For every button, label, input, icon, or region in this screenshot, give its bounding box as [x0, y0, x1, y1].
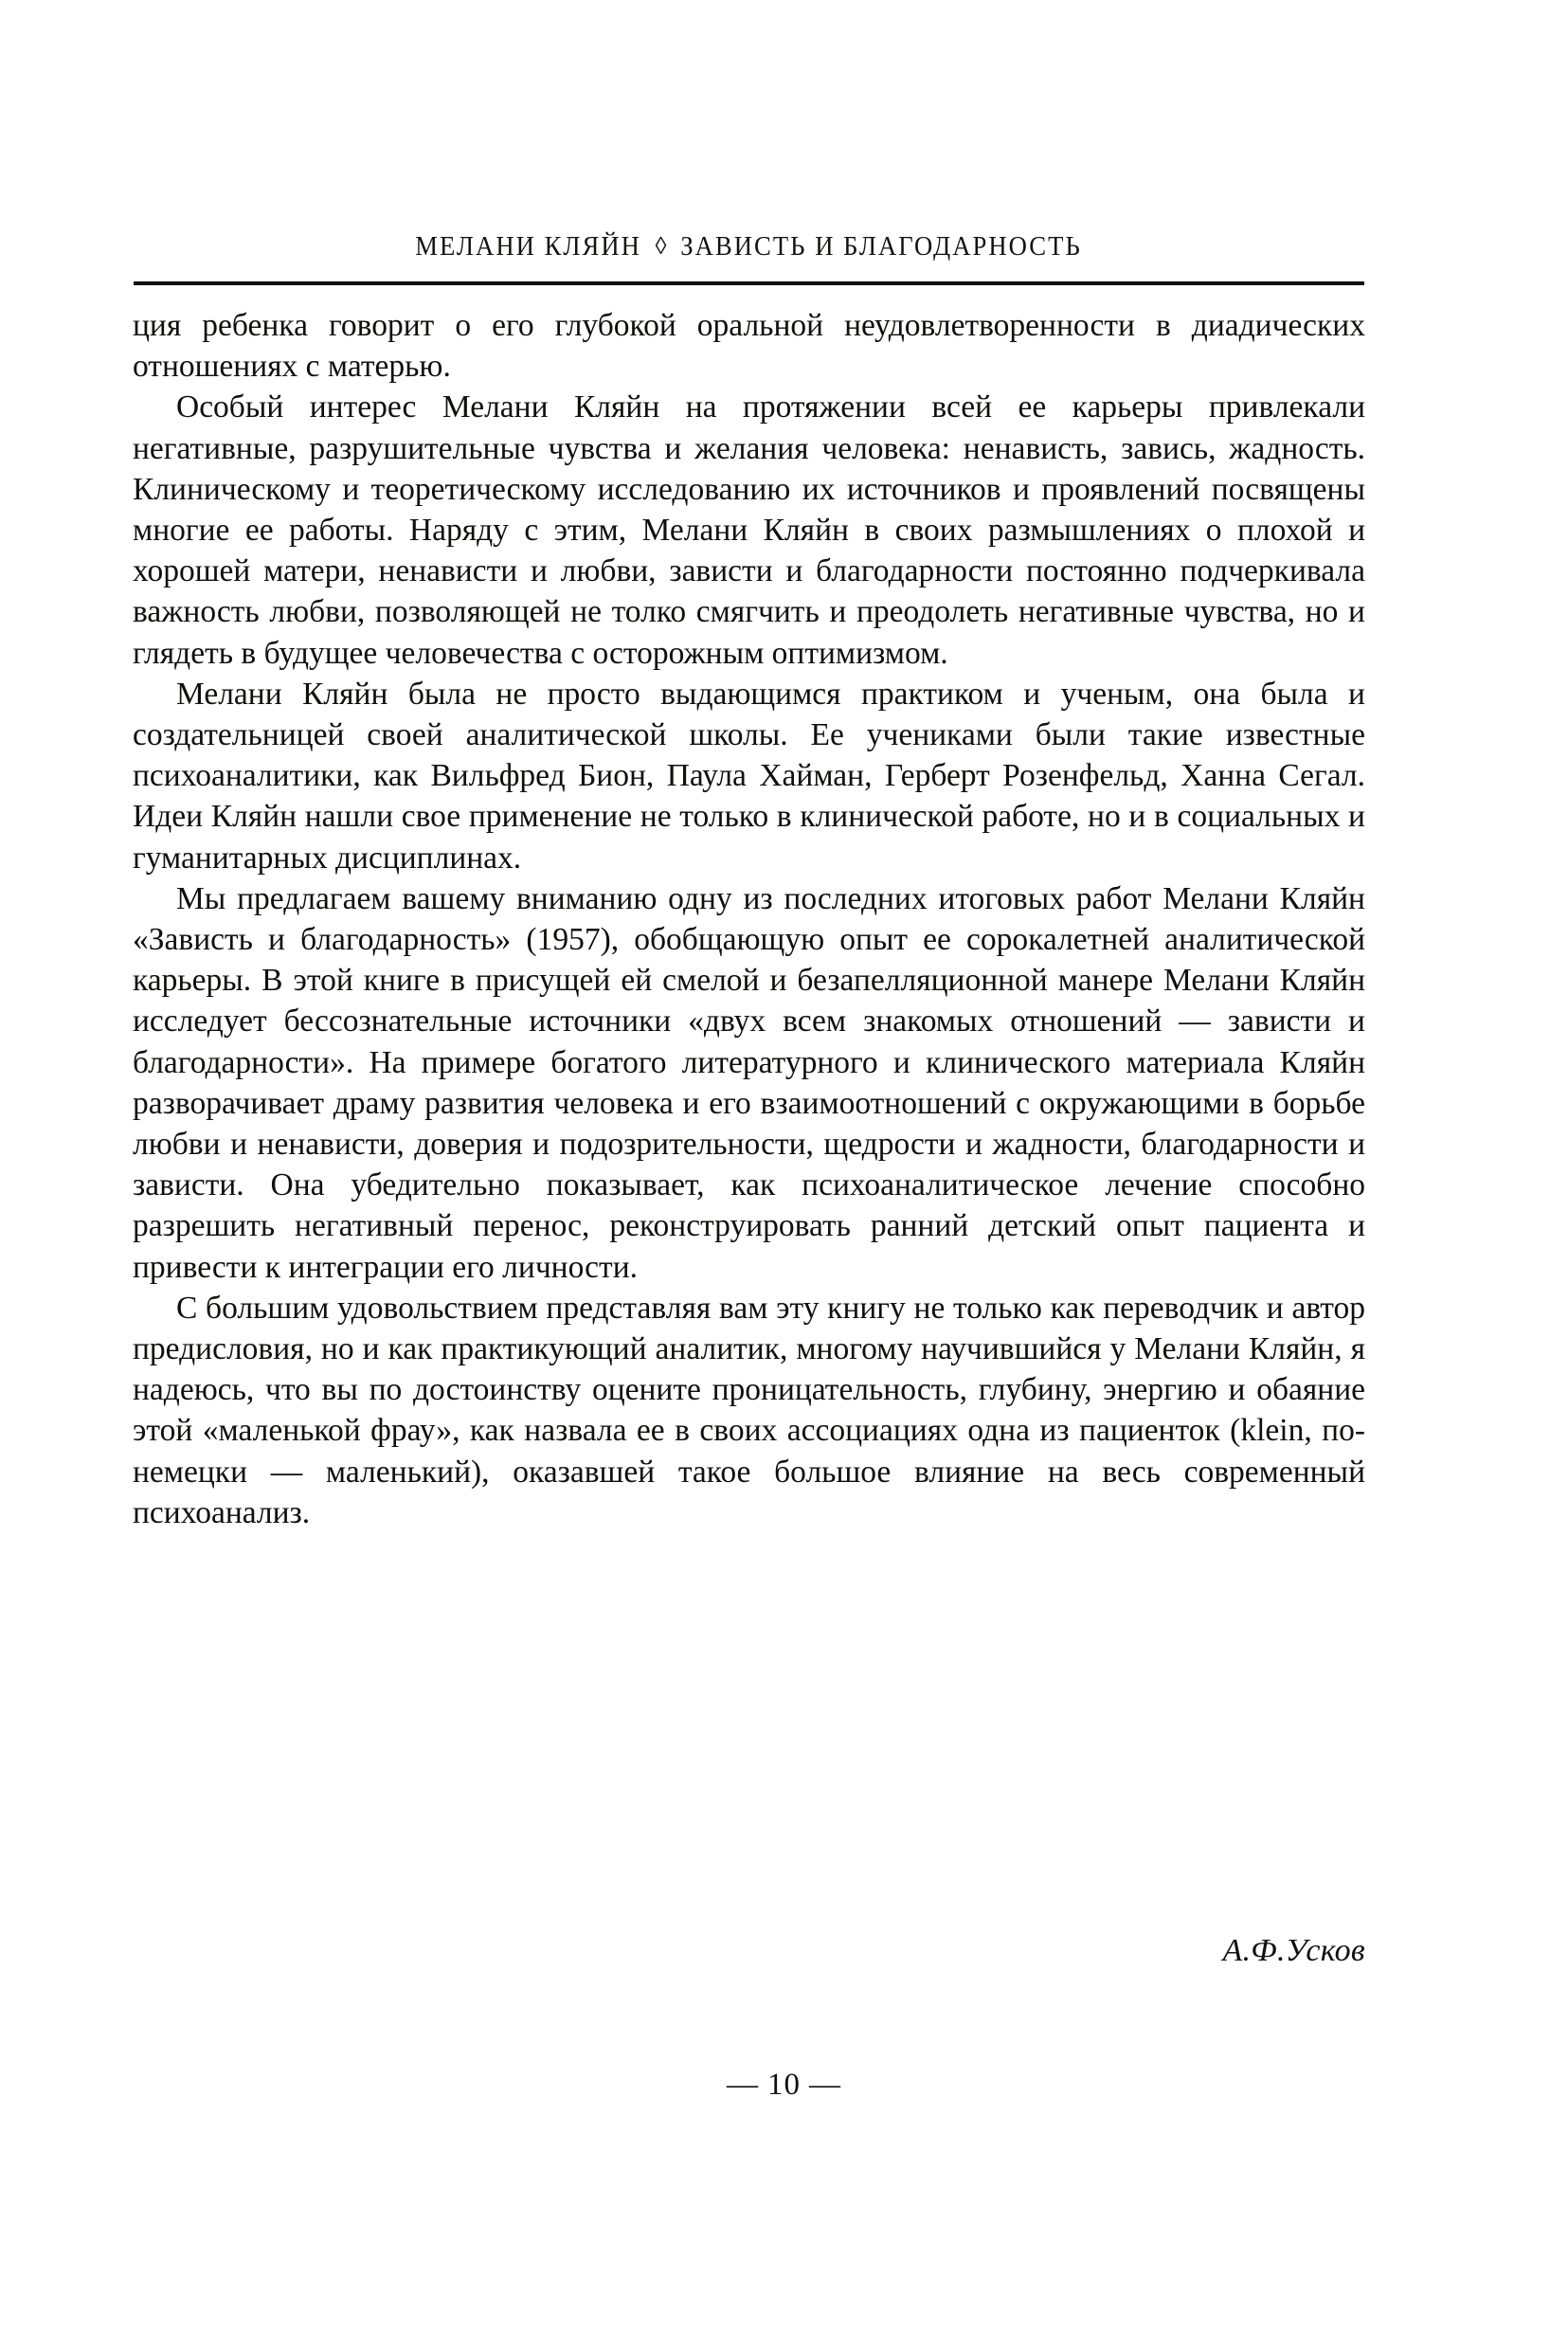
paragraph-continuation: ция ребенка говорит о его глубокой оральной неудовлетворенности в диадических отношениях с матерью. — [133, 308, 1365, 385]
folio-number: 10 — [767, 2068, 801, 2102]
body-text-block — [133, 305, 1365, 1533]
running-head — [182, 230, 1315, 263]
paragraph: Особый интерес Мелани Кляйн на протяжении всей ее карьеры привлекали негативные, разрушительные чувства и желания человека: ненависть, завись, жадность. Клиническому и теоретическому исследованию их источников и проявлений посвящены многие ее работы. Наряду с этим, Мелани Кляйн в своих размышлениях о плохой и хорошей матери, ненависти и любви, зависти и благодарности постоянно подчеркивала важность любви, позволяющей не толко смягчить и преодолеть негативные чувства, но и глядеть в будущее человечества с осторожным оптимизмом. — [133, 389, 1365, 671]
lozenge-separator-icon: ◊ — [655, 232, 667, 260]
folio-right-dash: — — [809, 2068, 841, 2102]
page-number-footer — [0, 2066, 1568, 2104]
paragraph: С большим удовольствием представляя вам эту книгу не только как переводчик и автор предисловия, но и как практикующий аналитик, многому научившийся у Мелани Кляйн, я надеюсь, что вы по достоинству оцените проницательность, глубину, энергию и обаяние этой «маленькой фрау», как назвала ее в своих ассоциациях одна из пациенток (klein, по-немецки — маленький), оказавшей такое большое влияние на весь современный психоанализ. — [133, 1290, 1365, 1530]
folio-left-dash: — — [727, 2068, 759, 2102]
paragraph: Мы предлагаем вашему вниманию одну из последних итоговых работ Мелани Кляйн «Зависть и благодарность» (1957), обобщающую опыт ее сорокалетней аналитической карьеры. В этой книге в присущей ей смелой и безапелляционной манере Мелани Кляйн исследует бессознательные источники «двух всем знакомых отношений — зависти и благодарности». На примере богатого литературного и клинического материала Кляйн разворачивает драму развития человека и его взаимоотношений с окружающими в борьбе любви и ненависти, доверия и подозрительности, щедрости и жадности, благодарности и зависти. Она убедительно показывает, как психоаналитическое лечение способно разрешить негативный перенос, реконструировать ранний детский опыт пациента и привести к интеграции его личности. — [133, 880, 1365, 1285]
paragraph: Мелани Кляйн была не просто выдающимся практиком и ученым, она была и создательницей своей аналитической школы. Ее учениками были такие известные психоаналитики, как Вильфред Бион, Паула Хайман, Герберт Розенфельд, Ханна Сегал. Идеи Кляйн нашли свое применение не только в клинической работе, но и в социальных и гуманитарных дисциплинах. — [133, 676, 1365, 876]
author-signature: А.Ф.Усков — [1222, 1933, 1365, 1968]
running-head-title: ЗАВИСТЬ И БЛАГОДАРНОСТЬ — [680, 231, 1082, 262]
running-head-author: МЕЛАНИ КЛЯЙН — [415, 231, 641, 262]
header-rule-divider — [134, 281, 1364, 285]
